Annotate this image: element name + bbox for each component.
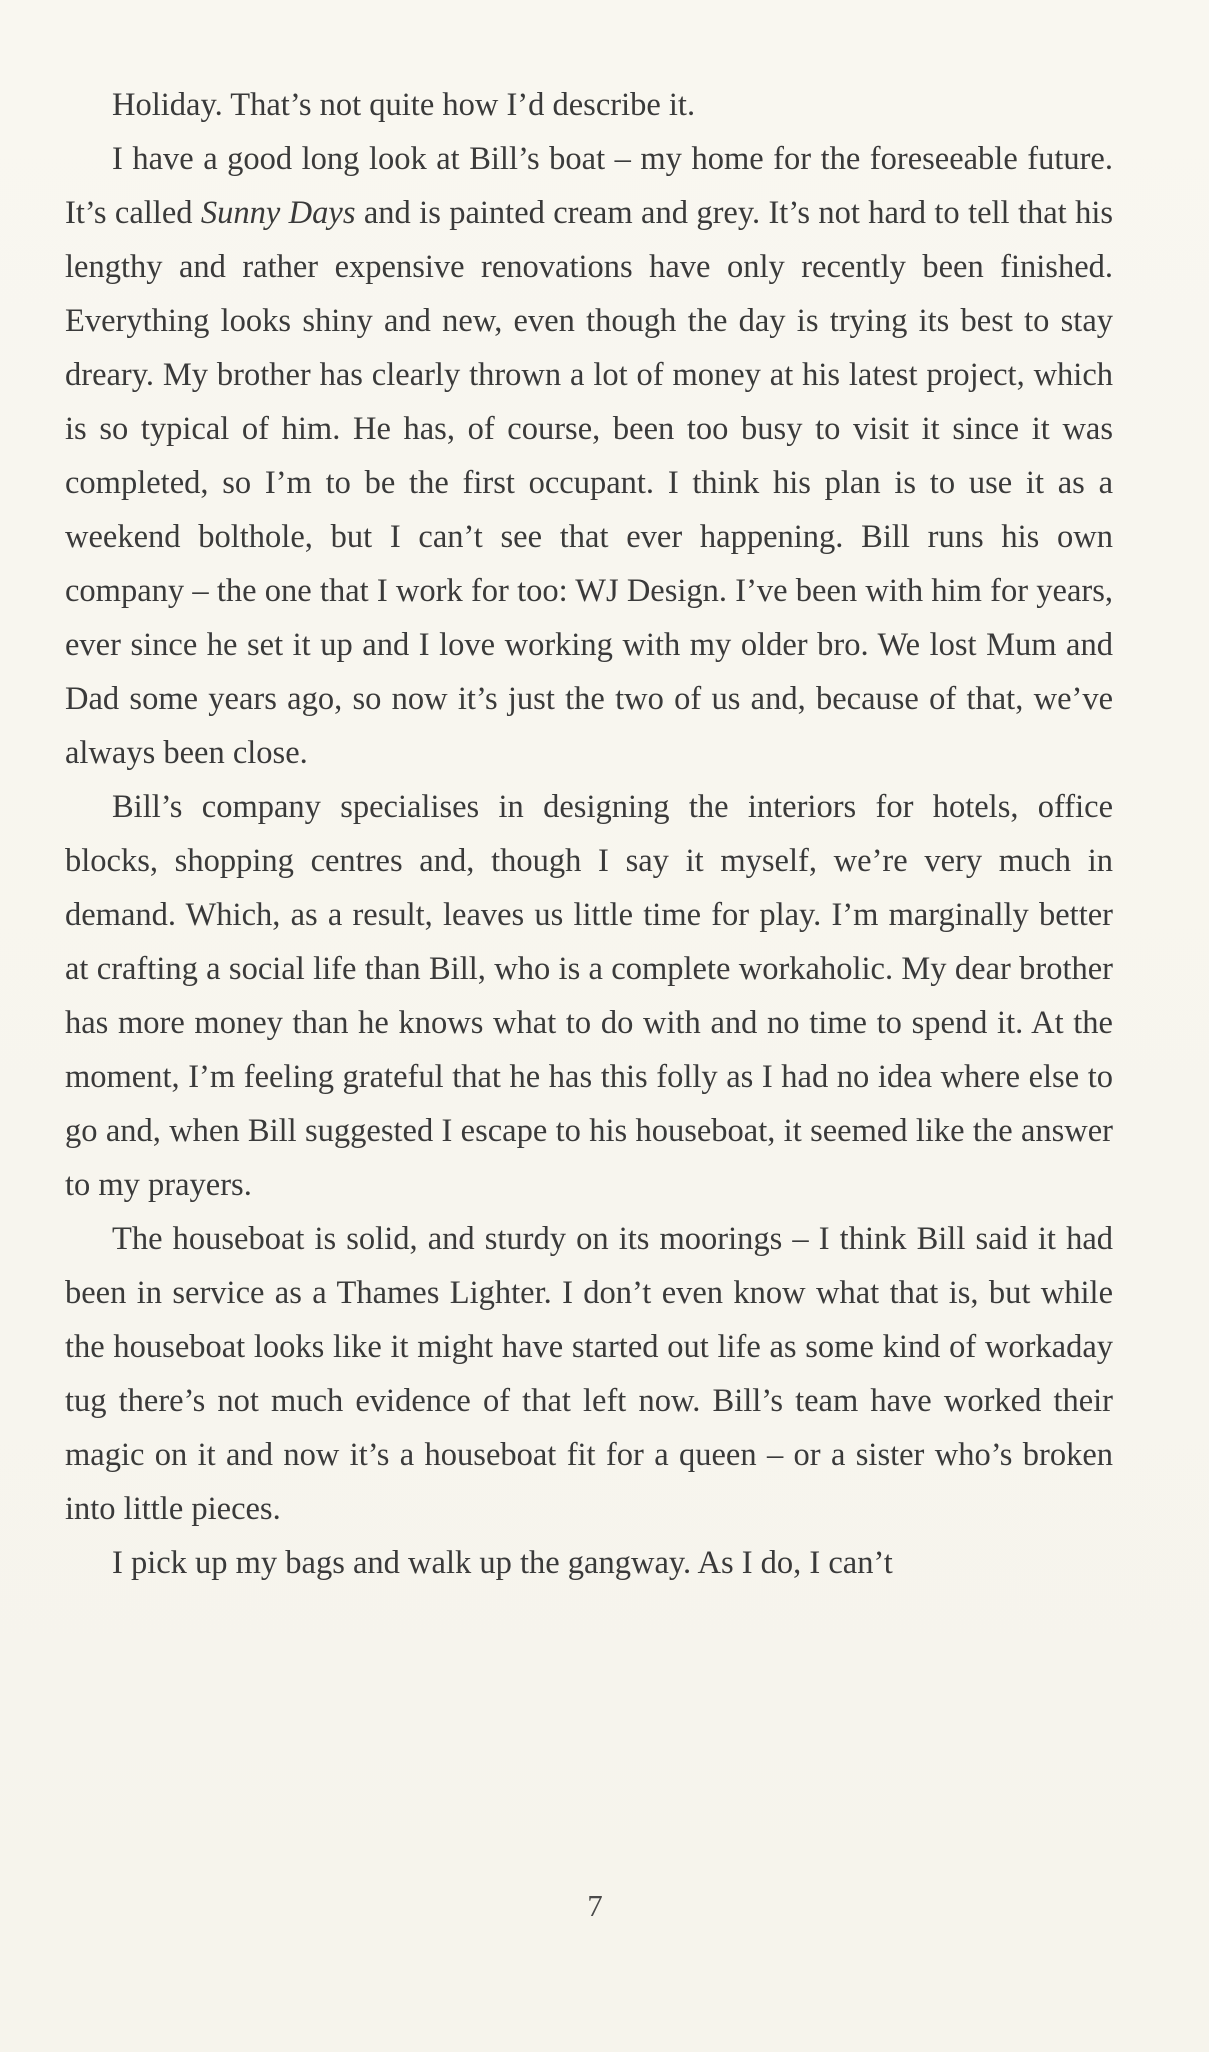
text-segment: I have a good long look at Bill’s boat – my home for the foreseeable future. It’s called <box>65 141 1113 231</box>
body-text <box>65 78 1113 1590</box>
text-segment: Holiday. That’s not quite how I’d describe it. <box>112 87 696 123</box>
paragraph <box>65 1212 1113 1536</box>
paragraph <box>65 132 1113 780</box>
paragraph <box>65 780 1113 1212</box>
paragraph-last <box>65 1536 1113 1590</box>
text-segment: I pick up my bags and walk up the gangway. As I do, I can’t <box>112 1545 893 1581</box>
boat-name: Sunny Days <box>200 195 356 231</box>
page-number: 7 <box>587 1888 603 1923</box>
text-segment: Bill’s company specialises in designing the interiors for hotels, office blocks, shopping centres and, though I say it myself, we’re very much in demand. Which, as a result, leaves us little time for play. I’m marginally better at crafting a social life than Bill, who is a complete workaholic. My dear brother has more money than he knows what to do with and no time to spend it. At the moment, I’m feeling grateful that he has this folly as I had no idea where else to go and, when Bill suggested I escape to his houseboat, it seemed like the answer to my prayers. <box>65 789 1113 1203</box>
text-segment: The houseboat is solid, and sturdy on its moorings – I think Bill said it had been in service as a Thames Lighter. I don’t even know what that is, but while the houseboat looks like it might have started out life as some kind of workaday tug there’s not much evidence of that left now. Bill’s team have worked their magic on it and now it’s a houseboat fit for a queen – or a sister who’s broken into little pieces. <box>65 1221 1113 1527</box>
paragraph <box>65 78 1113 132</box>
text-segment: and is painted cream and grey. It’s not hard to tell that his lengthy and rather expensive renovations have only recently been finished. Everything looks shiny and new, even though the day is trying its best to stay dreary. My brother has clearly thrown a lot of money at his latest project, which is so typical of him. He has, of course, been too busy to visit it since it was completed, so I’m to be the first occupant. I think his plan is to use it as a weekend bolthole, but I can’t see that ever happening. Bill runs his own company – the one that I work for too: WJ Design. I’ve been with him for years, ever since he set it up and I love working with my older bro. We lost Mum and Dad some years ago, so now it’s just the two of us and, because of that, we’ve always been close. <box>65 195 1113 771</box>
